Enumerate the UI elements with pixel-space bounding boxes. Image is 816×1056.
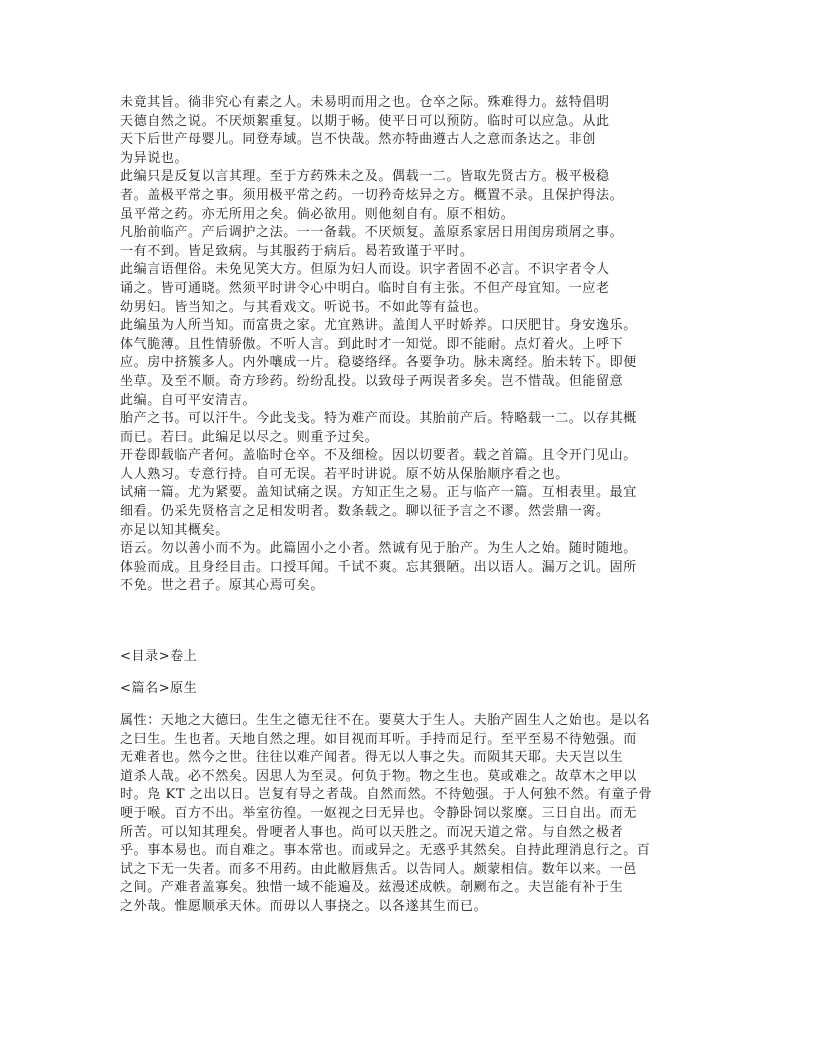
section-spacer bbox=[120, 596, 700, 648]
text-line: 语云。勿以善小而不为。此篇固小之小者。然诚有见于胎产。为生人之始。随时随地。 bbox=[120, 541, 637, 557]
text-line: 天德自然之说。不厌烦絮重复。以期于畅。使平日可以预防。临时可以应急。从此 bbox=[120, 113, 610, 129]
text-line: 虽平常之药。亦无所用之矣。倘必欲用。则他刻自有。原不相妨。 bbox=[120, 206, 515, 222]
text-line: 试之下无一失者。而多不用药。由此敝唇焦舌。以告同人。颇蒙相信。数年以来。一邑 bbox=[120, 861, 637, 877]
text-line: 应。房中挤簇多人。内外嚷成一片。稳婆络绎。各要争功。脉未离经。胎未转下。即便 bbox=[120, 355, 637, 371]
text-line: 幼男妇。皆当知之。与其看戏文。听说书。不如此等有益也。 bbox=[120, 299, 488, 315]
text-line: 无难者也。然今之世。往往以难产闻者。得无以人事之失。而陨其天耶。夫天岂以生 bbox=[120, 750, 624, 766]
preface-paragraph bbox=[120, 317, 700, 410]
text-line: 天下后世产母婴儿。同登寿域。岂不快哉。然亦特曲遵古人之意而条达之。非创 bbox=[120, 132, 597, 148]
text-line: 此编虽为人所当知。而富贵之家。尤宜熟讲。盖闺人平时娇养。口厌肥甘。身安逸乐。 bbox=[120, 318, 637, 334]
text-line: 之曰生。生也者。天地自然之理。如目视而耳听。手持而足行。至平至易不待勉强。而 bbox=[120, 731, 637, 747]
text-line: 试痛一篇。尤为紧要。盖知试痛之误。方知正生之易。正与临产一篇。互相表里。最宜 bbox=[120, 485, 637, 501]
preface-paragraph bbox=[120, 261, 700, 317]
text-line: 未竟其旨。徜非究心有素之人。未易明而用之也。仓卒之际。殊难得力。兹特倡明 bbox=[120, 95, 610, 110]
preface-section bbox=[120, 94, 700, 596]
text-line: 不免。世之君子。原其心焉可矣。 bbox=[120, 578, 325, 594]
text-line: 诵之。皆可通晓。然须平时讲令心中明白。临时自有主张。不但产母宜知。一应老 bbox=[120, 280, 610, 296]
preface-paragraph bbox=[120, 484, 700, 540]
catalog-heading: <目录>卷上 bbox=[120, 649, 198, 665]
text-line: 胎产之书。可以汗牛。今此戋戋。特为难产而设。其胎前产后。特略载一二。以存其概 bbox=[120, 411, 637, 427]
text-line: 凡胎前临产。产后调护之法。一一备载。不厌烦复。盖原系家居日用闺房琐屑之事。 bbox=[120, 225, 624, 241]
text-line: 体验而成。且身经目击。口授耳闻。千试不爽。忘其猥陋。出以语人。漏万之讥。固所 bbox=[120, 559, 637, 575]
preface-paragraph bbox=[120, 410, 700, 447]
preface-paragraph bbox=[120, 224, 700, 261]
text-line: 者。盖极平常之事。须用极平常之药。一切矜奇炫异之方。概置不录。且保护得法。 bbox=[120, 187, 624, 203]
text-line: 坐草。及至不顺。奇方珍药。纷纷乱投。以致母子两误者多矣。岂不惜哉。但能留意 bbox=[120, 373, 624, 389]
text-line: 细看。仍采先贤格言之足相发明者。数条载之。聊以征予言之不谬。然尝鼎一脔。 bbox=[120, 504, 610, 520]
document-page bbox=[120, 94, 700, 917]
text-line: 此编只是反复以言其理。至于方药殊未之及。偶载一二。皆取先贤古方。极平极稳 bbox=[120, 169, 610, 185]
section-body-paragraph bbox=[120, 712, 700, 917]
text-line: 此编。自可平安清吉。 bbox=[120, 392, 257, 408]
section-heading: <篇名>原生 bbox=[120, 681, 198, 697]
text-line: 哽于喉。百方不出。举室彷徨。一妪视之曰无异也。令静卧饲以浆糜。三日自出。而无 bbox=[120, 806, 637, 821]
text-line: 之外哉。惟愿顺承天休。而毋以人事挠之。以各遂其生而已。 bbox=[120, 898, 488, 914]
text-line: 开卷即载临产者何。盖临时仓卒。不及细检。因以切要者。载之首篇。且令开门见山。 bbox=[120, 448, 637, 464]
text-line: 为异说也。 bbox=[120, 150, 189, 166]
text-line: 而已。若曰。此编足以尽之。则重予过矣。 bbox=[120, 429, 379, 445]
text-line: 道杀人哉。必不然矣。因思人为至灵。何负于物。物之生也。莫或难之。故草木之甲以 bbox=[120, 768, 637, 784]
text-line: 属性：天地之大德曰。生生之德无往不在。要莫大于生人。夫胎产固生人之始也。是以名 bbox=[120, 713, 651, 729]
preface-paragraph bbox=[120, 447, 700, 484]
text-line: 亦足以知其概矣。 bbox=[120, 522, 229, 538]
text-line: 体气脆薄。且性情骄傲。不听人言。到此时才一知觉。即不能耐。点灯着火。上呼下 bbox=[120, 336, 624, 352]
text-line: 之间。产难者盖寡矣。独惜一域不能遍及。兹漫述成帙。剞劂布之。夫岂能有补于生 bbox=[120, 880, 624, 896]
text-line: 时。凫 KT 之出以日。岂复有导之者哉。自然而然。不待勉强。于人何独不然。有童子骨 bbox=[120, 787, 653, 803]
text-line: 此编言语俚俗。未免见笑大方。但原为妇人而设。识字者固不必言。不识字者令人 bbox=[120, 262, 610, 278]
text-line: 所苦。可以知其理矣。骨哽者人事也。尚可以天胜之。而况天道之常。与自然之极者 bbox=[120, 824, 624, 840]
preface-paragraph bbox=[120, 540, 700, 596]
preface-paragraph bbox=[120, 168, 700, 224]
text-line: 一有不到。皆足致病。与其服药于病后。曷若致谨于平时。 bbox=[120, 243, 474, 259]
preface-paragraph bbox=[120, 94, 700, 168]
text-line: 人人熟习。专意行持。自可无误。若平时讲说。原不妨从保胎顺序看之也。 bbox=[120, 466, 569, 482]
text-line: 乎。事本易也。而自难之。事本常也。而或异之。无惑乎其然矣。自持此理消息行之。百 bbox=[120, 843, 651, 859]
